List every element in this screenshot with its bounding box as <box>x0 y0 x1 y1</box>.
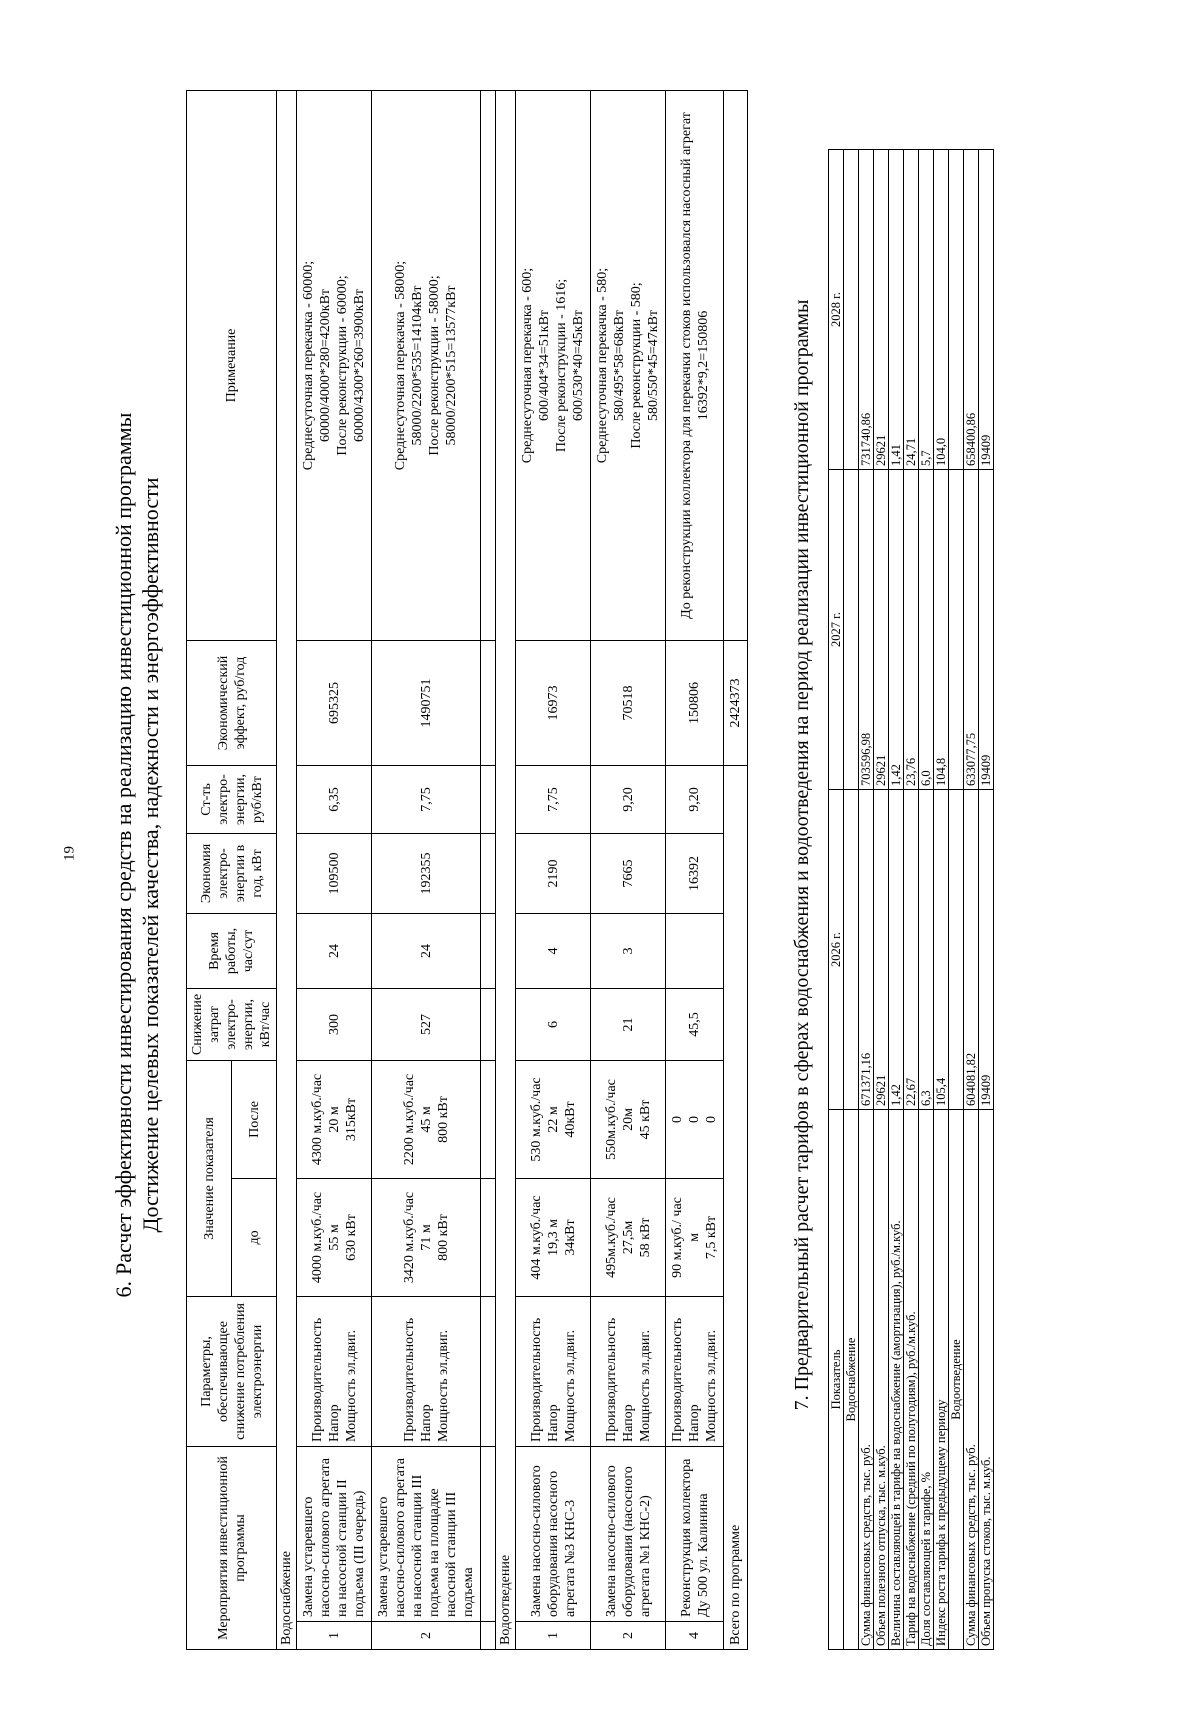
after-cell: 0 0 0 <box>666 1060 724 1178</box>
table-row <box>666 91 724 1650</box>
params-cell: Производительность Напор Мощность эл.двиг. <box>372 1296 481 1446</box>
value-2026: 22,67 <box>904 790 919 1110</box>
cost-cell: 9,20 <box>666 765 724 833</box>
table-row <box>874 150 889 1650</box>
row-number: 2 <box>591 1622 666 1650</box>
hours-cell: 4 <box>516 913 591 988</box>
indicator-cell: Объем полезного отпуска, тыс. м.куб. <box>874 1110 889 1650</box>
note-cell: Среднесуточная перекачка - 600; 600/404*34=51кВт После реконструкции - 1616; 600/530*40=45кВт <box>516 91 591 641</box>
section-label-sewer: Водоотведение <box>949 1110 964 1650</box>
measure-cell: Замена насосно-силового оборудования (насосного агрегата №1 КНС-2) <box>591 1446 666 1621</box>
indicator-cell: Индекс роста тарифа к предыдущему периоду <box>934 1110 949 1650</box>
indicator-cell: Объем пропуска стоков, тыс. м.куб. <box>979 1110 994 1650</box>
total-label: Всего по программе <box>724 765 748 1649</box>
note-cell: До реконструкции коллектора для перекачки стоков использовался насосный агрегат 16392*9,2=150806 <box>666 91 724 641</box>
saving-cell: 2190 <box>516 833 591 913</box>
indicator-cell: Доля составляющей в тарифе, % <box>919 1110 934 1650</box>
table-row <box>979 150 994 1650</box>
hours-cell: 24 <box>372 913 481 988</box>
value-2027: 1,42 <box>889 470 904 790</box>
row-number: 2 <box>372 1622 481 1650</box>
value-2028: 24,71 <box>904 150 919 470</box>
effect-cell: 16973 <box>516 640 591 765</box>
header-reduction: Снижение затрат электро-энергии, кВт/час <box>187 988 277 1060</box>
value-2028: 19409 <box>979 150 994 470</box>
row-number: 1 <box>297 1622 372 1650</box>
header-values: Значение показателя <box>187 1060 232 1296</box>
value-2028: 29621 <box>874 150 889 470</box>
value-2027: 29621 <box>874 470 889 790</box>
value-2028: 5,7 <box>919 150 934 470</box>
note-cell: Среднесуточная перекачка - 580; 580/495*58=68кВт После реконструкции - 580; 580/550*45=47кВт <box>591 91 666 641</box>
value-2028: 658400,86 <box>964 150 979 470</box>
value-2027: 703596,98 <box>859 470 874 790</box>
after-cell: 4300 м.куб./час 20 м 315кВт <box>297 1060 372 1178</box>
table-row <box>591 91 666 1650</box>
row-number: 1 <box>516 1622 591 1650</box>
section-label-water: Водоснабжение <box>277 91 297 1650</box>
blank-row <box>481 91 496 1650</box>
value-2026: 19409 <box>979 790 994 1110</box>
tariff-table <box>828 149 994 1650</box>
header-saving: Экономия электро-энергии в год, кВт <box>187 833 277 913</box>
table-row <box>934 150 949 1650</box>
hours-cell: 3 <box>591 913 666 988</box>
table-row <box>372 91 481 1650</box>
header-before: до <box>232 1178 277 1296</box>
note-cell: Среднесуточная перекачка - 58000; 58000/2200*535=14104кВт После реконструкции - 58000; 58000/2200*515=13577кВт <box>372 91 481 641</box>
effect-cell: 70518 <box>591 640 666 765</box>
saving-cell: 109500 <box>297 833 372 913</box>
cost-cell: 9,20 <box>591 765 666 833</box>
saving-cell: 7665 <box>591 833 666 913</box>
before-cell: 90 м.куб./ час м 7,5 кВт <box>666 1178 724 1296</box>
reduction-cell: 21 <box>591 988 666 1060</box>
saving-cell: 192355 <box>372 833 481 913</box>
header-hours: Время работы, час/сут <box>187 913 277 988</box>
measure-cell: Замена насосно-силового оборудования насосного агрегата №3 КНС-3 <box>516 1446 591 1621</box>
params-cell: Производительность Напор Мощность эл.двиг. <box>666 1296 724 1446</box>
indicator-cell: Сумма финансовых средств, тыс. руб. <box>859 1110 874 1650</box>
value-2027: 104,8 <box>934 470 949 790</box>
after-cell: 550м.куб./час 20м 45 кВт <box>591 1060 666 1178</box>
value-2028: 731740,86 <box>859 150 874 470</box>
before-cell: 4000 м.куб./час 55 м 630 кВт <box>297 1178 372 1296</box>
rotated-page-content <box>110 55 1110 1655</box>
header-measure: Мероприятия инвестиционной программы <box>187 1446 277 1649</box>
header-cost: Ст-ть электро-энергии, руб/кВт <box>187 765 277 833</box>
cost-cell: 7,75 <box>516 765 591 833</box>
section-6-title <box>110 55 137 1655</box>
header-params: Параметры, обеспечивающее снижение потребления электроэнергии <box>187 1296 277 1446</box>
reduction-cell: 6 <box>516 988 591 1060</box>
after-cell: 530 м.куб./час 22 м 40кВт <box>516 1060 591 1178</box>
table-row <box>904 150 919 1650</box>
row-number: 4 <box>666 1622 724 1650</box>
table-row <box>964 150 979 1650</box>
table-row <box>516 91 591 1650</box>
measure-cell: Реконструкция коллектора Ду 500 ул. Калинина <box>666 1446 724 1621</box>
value-2027: 633077,75 <box>964 470 979 790</box>
table-row <box>889 150 904 1650</box>
hours-cell: 24 <box>297 913 372 988</box>
section-label-sewer: Водоотведение <box>496 91 516 1650</box>
value-2027: 19409 <box>979 470 994 790</box>
before-cell: 495м.куб./час 27,5м 58 кВт <box>591 1178 666 1296</box>
value-2026: 105,4 <box>934 790 949 1110</box>
header-indicator: Показатель <box>829 1110 844 1650</box>
params-cell: Производительность Напор Мощность эл.двиг. <box>591 1296 666 1446</box>
total-value: 2424373 <box>724 640 748 765</box>
efficiency-table <box>186 90 748 1650</box>
header-note: Примечание <box>187 91 277 641</box>
table-row <box>859 150 874 1650</box>
params-cell: Производительность Напор Мощность эл.двиг. <box>297 1296 372 1446</box>
section-6-subtitle: Достижение целевых показателей качества, надежности и энергоэффективности <box>138 477 163 1233</box>
params-cell: Производительность Напор Мощность эл.двиг. <box>516 1296 591 1446</box>
section-6-number: 6. <box>111 1280 136 1298</box>
value-2026: 29621 <box>874 790 889 1110</box>
value-2027: 23,76 <box>904 470 919 790</box>
reduction-cell: 45,5 <box>666 988 724 1060</box>
value-2026: 1,42 <box>889 790 904 1110</box>
effect-cell: 150806 <box>666 640 724 765</box>
before-cell: 3420 м.куб./час 71 м 800 кВт <box>372 1178 481 1296</box>
table-row <box>297 91 372 1650</box>
section-6-title-text: Расчет эффективности инвестирования средств на реализацию инвестиционной программы <box>111 412 136 1275</box>
value-2026: 671371,16 <box>859 790 874 1110</box>
header-year-2027: 2027 г. <box>829 470 844 790</box>
total-row <box>724 91 748 1650</box>
header-year-2026: 2026 г. <box>829 790 844 1110</box>
header-effect: Экономический эффект, руб/год <box>187 640 277 765</box>
value-2027: 6,0 <box>919 470 934 790</box>
header-after: После <box>232 1060 277 1178</box>
header-year-2028: 2028 г. <box>829 150 844 470</box>
value-2026: 604081,82 <box>964 790 979 1110</box>
section-7-title: 7. Предварительный расчет тарифов в сферах водоснабжения и водоотведения на период реализации инвестиционной программы <box>791 299 813 1411</box>
indicator-cell: Тариф на водоснабжение (средний по полугодиям), руб./м.куб. <box>904 1110 919 1650</box>
before-cell: 404 м.куб./час 19,3 м 34кВт <box>516 1178 591 1296</box>
hours-cell <box>666 913 724 988</box>
effect-cell: 1490751 <box>372 640 481 765</box>
table-row <box>919 150 934 1650</box>
measure-cell: Замена устаревшего насосно-силового агрегата на насосной станции III подъема на площадке насосной станции III подъема <box>372 1446 481 1621</box>
note-cell: Среднесуточная перекачка - 60000; 60000/4000*280=4200кВт После реконструкции - 60000; 60000/4300*260=3900кВт <box>297 91 372 641</box>
effect-cell: 695325 <box>297 640 372 765</box>
measure-cell: Замена устаревшего насосно-силового агрегата на насосной станции II подъема (III очередь) <box>297 1446 372 1621</box>
value-2028: 1,41 <box>889 150 904 470</box>
page-number: 19 <box>61 846 78 861</box>
indicator-cell: Сумма финансовых средств, тыс. руб. <box>964 1110 979 1650</box>
cost-cell: 7,75 <box>372 765 481 833</box>
cost-cell: 6,35 <box>297 765 372 833</box>
reduction-cell: 527 <box>372 988 481 1060</box>
indicator-cell: Величина составляющей в тарифе на водоснабжение (амортизация), руб./м.куб. <box>889 1110 904 1650</box>
section-label-water: Водоснабжение <box>844 1110 859 1650</box>
saving-cell: 16392 <box>666 833 724 913</box>
value-2028: 104,0 <box>934 150 949 470</box>
value-2026: 6,3 <box>919 790 934 1110</box>
reduction-cell: 300 <box>297 988 372 1060</box>
after-cell: 2200 м.куб./час 45 м 800 кВт <box>372 1060 481 1178</box>
